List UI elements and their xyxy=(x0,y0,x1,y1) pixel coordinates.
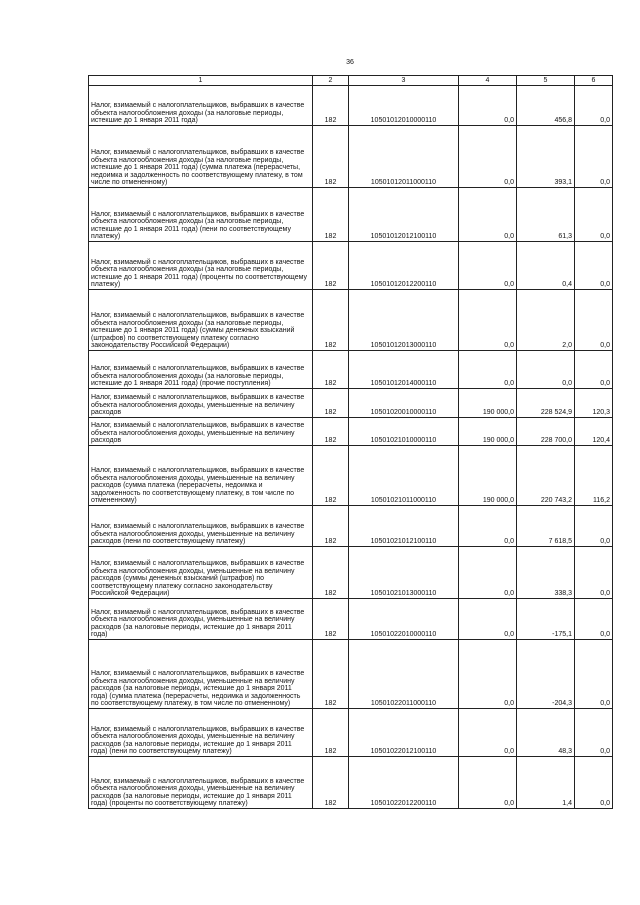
row-budget-code-cell: 10501021010000110 xyxy=(349,418,459,446)
row-plan-cell: 190 000,0 xyxy=(459,446,517,506)
table-row xyxy=(89,290,613,351)
row-plan-cell: 0,0 xyxy=(459,242,517,290)
row-budget-code-cell: 10501021012100110 xyxy=(349,506,459,547)
table-body xyxy=(89,86,613,809)
row-admin-code-cell: 182 xyxy=(313,599,349,640)
row-name-cell: Налог, взимаемый с налогоплательщиков, выбравших в качестве объекта налогообложения доходы (за налоговые периоды, истекшие до 1 января 2011 года) xyxy=(89,86,313,126)
row-admin-code-cell: 182 xyxy=(313,418,349,446)
row-name-cell: Налог, взимаемый с налогоплательщиков, выбравших в качестве объекта налогообложения доходы, уменьшенные на величину расходов (пени по соответствующему платежу) xyxy=(89,506,313,547)
row-admin-code-cell: 182 xyxy=(313,126,349,188)
row-actual-cell: 0,0 xyxy=(517,351,575,389)
row-plan-cell: 190 000,0 xyxy=(459,418,517,446)
row-percent-cell: 0,0 xyxy=(575,126,613,188)
row-actual-cell: 2,0 xyxy=(517,290,575,351)
table-row xyxy=(89,506,613,547)
row-admin-code-cell: 182 xyxy=(313,188,349,242)
row-percent-cell: 0,0 xyxy=(575,599,613,640)
row-name-cell: Налог, взимаемый с налогоплательщиков, выбравших в качестве объекта налогообложения доходы, уменьшенные на величину расходов (за налоговые периоды, истекшие до 1 января 2011 года) (сумма платежа (перерасчеты, недоимка и задолженность по соответствующему платежу, в том числе по отмененному) xyxy=(89,640,313,709)
table-row xyxy=(89,599,613,640)
row-budget-code-cell: 10501012010000110 xyxy=(349,86,459,126)
row-plan-cell: 0,0 xyxy=(459,506,517,547)
row-name-cell: Налог, взимаемый с налогоплательщиков, выбравших в качестве объекта налогообложения доходы (за налоговые периоды, истекшие до 1 января 2011 года) (суммы денежных взысканий (штрафов) по соответствующему платежу согласно законодательству Российской Федерации) xyxy=(89,290,313,351)
row-actual-cell: 0,4 xyxy=(517,242,575,290)
row-budget-code-cell: 10501022012200110 xyxy=(349,757,459,809)
row-actual-cell: 456,8 xyxy=(517,86,575,126)
row-admin-code-cell: 182 xyxy=(313,290,349,351)
table-row xyxy=(89,446,613,506)
row-actual-cell: -175,1 xyxy=(517,599,575,640)
row-budget-code-cell: 10501012013000110 xyxy=(349,290,459,351)
column-header: 4 xyxy=(459,76,517,86)
table-row xyxy=(89,126,613,188)
row-admin-code-cell: 182 xyxy=(313,446,349,506)
table-row xyxy=(89,86,613,126)
row-name-cell: Налог, взимаемый с налогоплательщиков, выбравших в качестве объекта налогообложения доходы, уменьшенные на величину расходов (сумма платежа (перерасчеты, недоимка и задолженность по соответствующему платежу, в том числе по отмененному) xyxy=(89,446,313,506)
row-percent-cell: 0,0 xyxy=(575,188,613,242)
row-actual-cell: 338,3 xyxy=(517,547,575,599)
row-plan-cell: 190 000,0 xyxy=(459,389,517,418)
row-percent-cell: 0,0 xyxy=(575,506,613,547)
row-admin-code-cell: 182 xyxy=(313,547,349,599)
row-name-cell: Налог, взимаемый с налогоплательщиков, выбравших в качестве объекта налогообложения доходы (за налоговые периоды, истекшие до 1 января 2011 года) (проценты по соответствующему платежу) xyxy=(89,242,313,290)
row-plan-cell: 0,0 xyxy=(459,126,517,188)
row-name-cell: Налог, взимаемый с налогоплательщиков, выбравших в качестве объекта налогообложения доходы, уменьшенные на величину расходов xyxy=(89,389,313,418)
table-row xyxy=(89,389,613,418)
row-name-cell: Налог, взимаемый с налогоплательщиков, выбравших в качестве объекта налогообложения доходы, уменьшенные на величину расходов (за налоговые периоды, истекшие до 1 января 2011 года) (проценты по соответствующему платежу) xyxy=(89,757,313,809)
row-name-cell: Налог, взимаемый с налогоплательщиков, выбравших в качестве объекта налогообложения доходы, уменьшенные на величину расходов (суммы денежных взысканий (штрафов) по соответствующему платежу согласно законодательству Российской Федерации) xyxy=(89,547,313,599)
row-budget-code-cell: 10501012011000110 xyxy=(349,126,459,188)
row-budget-code-cell: 10501012014000110 xyxy=(349,351,459,389)
row-budget-code-cell: 10501022010000110 xyxy=(349,599,459,640)
row-plan-cell: 0,0 xyxy=(459,709,517,757)
column-header: 5 xyxy=(517,76,575,86)
row-admin-code-cell: 182 xyxy=(313,86,349,126)
row-plan-cell: 0,0 xyxy=(459,290,517,351)
row-percent-cell: 0,0 xyxy=(575,547,613,599)
row-percent-cell: 120,4 xyxy=(575,418,613,446)
table-row xyxy=(89,242,613,290)
row-percent-cell: 0,0 xyxy=(575,86,613,126)
row-admin-code-cell: 182 xyxy=(313,242,349,290)
row-plan-cell: 0,0 xyxy=(459,188,517,242)
column-header: 6 xyxy=(575,76,613,86)
row-admin-code-cell: 182 xyxy=(313,709,349,757)
row-admin-code-cell: 182 xyxy=(313,351,349,389)
page-number: 36 xyxy=(346,59,354,66)
row-actual-cell: -204,3 xyxy=(517,640,575,709)
row-budget-code-cell: 10501022011000110 xyxy=(349,640,459,709)
row-plan-cell: 0,0 xyxy=(459,640,517,709)
row-admin-code-cell: 182 xyxy=(313,640,349,709)
row-plan-cell: 0,0 xyxy=(459,351,517,389)
row-percent-cell: 0,0 xyxy=(575,757,613,809)
row-actual-cell: 7 618,5 xyxy=(517,506,575,547)
row-name-cell: Налог, взимаемый с налогоплательщиков, выбравших в качестве объекта налогообложения доходы (за налоговые периоды, истекшие до 1 января 2011 года) (пени по соответствующему платежу) xyxy=(89,188,313,242)
column-header: 2 xyxy=(313,76,349,86)
table-row xyxy=(89,351,613,389)
row-actual-cell: 393,1 xyxy=(517,126,575,188)
row-actual-cell: 1,4 xyxy=(517,757,575,809)
column-header: 3 xyxy=(349,76,459,86)
row-percent-cell: 0,0 xyxy=(575,640,613,709)
row-budget-code-cell: 10501022012100110 xyxy=(349,709,459,757)
table-row xyxy=(89,640,613,709)
row-percent-cell: 0,0 xyxy=(575,709,613,757)
row-plan-cell: 0,0 xyxy=(459,547,517,599)
row-budget-code-cell: 10501012012200110 xyxy=(349,242,459,290)
row-admin-code-cell: 182 xyxy=(313,389,349,418)
row-name-cell: Налог, взимаемый с налогоплательщиков, выбравших в качестве объекта налогообложения доходы, уменьшенные на величину расходов xyxy=(89,418,313,446)
row-percent-cell: 120,3 xyxy=(575,389,613,418)
row-budget-code-cell: 10501020010000110 xyxy=(349,389,459,418)
table-header-row xyxy=(89,76,613,86)
row-actual-cell: 220 743,2 xyxy=(517,446,575,506)
table-row xyxy=(89,418,613,446)
revenue-table xyxy=(88,75,613,809)
row-budget-code-cell: 10501012012100110 xyxy=(349,188,459,242)
column-header: 1 xyxy=(89,76,313,86)
row-admin-code-cell: 182 xyxy=(313,757,349,809)
row-plan-cell: 0,0 xyxy=(459,599,517,640)
row-percent-cell: 0,0 xyxy=(575,351,613,389)
table-row xyxy=(89,757,613,809)
table-row xyxy=(89,188,613,242)
row-name-cell: Налог, взимаемый с налогоплательщиков, выбравших в качестве объекта налогообложения доходы (за налоговые периоды, истекшие до 1 января 2011 года) (прочие поступления) xyxy=(89,351,313,389)
row-budget-code-cell: 10501021011000110 xyxy=(349,446,459,506)
row-budget-code-cell: 10501021013000110 xyxy=(349,547,459,599)
table-row xyxy=(89,547,613,599)
row-admin-code-cell: 182 xyxy=(313,506,349,547)
row-actual-cell: 48,3 xyxy=(517,709,575,757)
row-plan-cell: 0,0 xyxy=(459,757,517,809)
row-actual-cell: 228 700,0 xyxy=(517,418,575,446)
row-actual-cell: 61,3 xyxy=(517,188,575,242)
row-plan-cell: 0,0 xyxy=(459,86,517,126)
row-name-cell: Налог, взимаемый с налогоплательщиков, выбравших в качестве объекта налогообложения доходы, уменьшенные на величину расходов (за налоговые периоды, истекшие до 1 января 2011 года) xyxy=(89,599,313,640)
row-percent-cell: 0,0 xyxy=(575,242,613,290)
row-name-cell: Налог, взимаемый с налогоплательщиков, выбравших в качестве объекта налогообложения доходы (за налоговые периоды, истекшие до 1 января 2011 года) (сумма платежа (перерасчеты, недоимка и задолженность по соответствующему платежу, в том числе по отмененному) xyxy=(89,126,313,188)
row-name-cell: Налог, взимаемый с налогоплательщиков, выбравших в качестве объекта налогообложения доходы, уменьшенные на величину расходов (за налоговые периоды, истекшие до 1 января 2011 года) (пени по соответствующему платежу) xyxy=(89,709,313,757)
row-percent-cell: 0,0 xyxy=(575,290,613,351)
row-percent-cell: 116,2 xyxy=(575,446,613,506)
table-row xyxy=(89,709,613,757)
row-actual-cell: 228 524,9 xyxy=(517,389,575,418)
